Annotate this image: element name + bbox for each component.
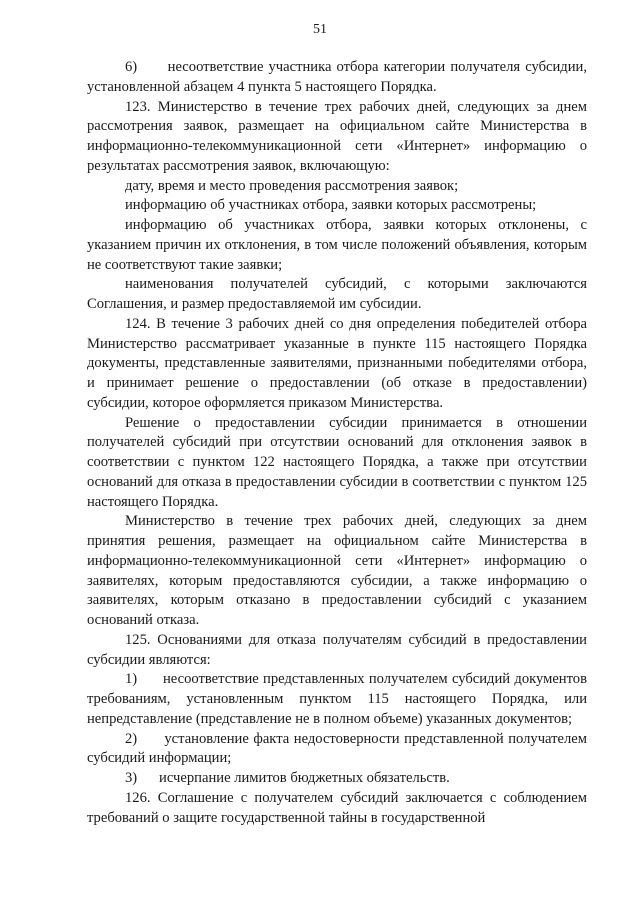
paragraph-decision: Решение о предоставлении субсидии принимается в отношении получателей субсидий при отсутствии оснований для отклонения заявок в соответствии с пунктом 122 настоящего Порядка, а также при отсутствии оснований для отказа в предоставлении субсидии в соответствии с пунктом 125 настоящего Порядка. xyxy=(87,414,587,510)
paragraph-ministry-publication: Министерство в течение трех рабочих дней, следующих за днем принятия решения, размещает на официальном сайте Министерства в информационно-телекоммуникационной сети «Интернет» информацию о заявителях, которым предоставляются субсидии, а также информацию о заявителях, которым отказано в предоставлении субсидий с указанием оснований отказа. xyxy=(87,513,587,628)
paragraph-reviewed-participants: информацию об участниках отбора, заявки которых рассмотрены; xyxy=(125,197,537,214)
paragraph-item-6: 6) несоответствие участника отбора категории получателя субсидии, установленной абзацем 4 пункта 5 настоящего Порядка. xyxy=(87,59,587,95)
paragraph-125-item-1: 1) несоответствие представленных получателем субсидий документов требованиям, установленным пунктом 115 настоящего Порядка, или непредставление (представление не в полном объеме) указанных документов; xyxy=(87,671,587,727)
paragraph-rejected-participants: информацию об участниках отбора, заявки которых отклонены, с указанием причин их отклонения, в том числе положений объявления, которым не соответствуют такие заявки; xyxy=(87,217,587,273)
paragraph-125: 125. Основаниями для отказа получателям субсидий в предоставлении субсидии являются: xyxy=(87,631,587,668)
paragraph-recipients-names: наименования получателей субсидий, с которыми заключаются Соглашения, и размер предоставляемой им субсидии. xyxy=(87,276,587,312)
paragraph-123: 123. Министерство в течение трех рабочих дней, следующих за днем рассмотрения заявок, размещает на официальном сайте Министерства в информационно-телекоммуникационной сети «Интернет» информацию о результатах рассмотрения заявок, включающую: xyxy=(87,98,587,174)
paragraph-124: 124. В течение 3 рабочих дней со дня определения победителей отбора Министерство рассматривает указанные в пункте 115 настоящего Порядка документы, представленные заявителями, признанными победителями отбора, и принимает решение о предоставлении (об отказе в предоставлении) субсидии, которое оформляется приказом Министерства. xyxy=(87,315,587,411)
paragraph-date-time-place: дату, время и место проведения рассмотрения заявок; xyxy=(125,177,459,194)
document-body xyxy=(87,58,587,828)
page-number: 51 xyxy=(313,22,327,37)
paragraph-125-item-2: 2) установление факта недостоверности представленной получателем субсидий информации; xyxy=(87,730,587,767)
paragraph-125-item-3: 3) исчерпание лимитов бюджетных обязательств. xyxy=(125,770,450,786)
paragraph-126: 126. Соглашение с получателем субсидий заключается с соблюдением требований о защите государственной тайны в государственной xyxy=(87,789,587,826)
